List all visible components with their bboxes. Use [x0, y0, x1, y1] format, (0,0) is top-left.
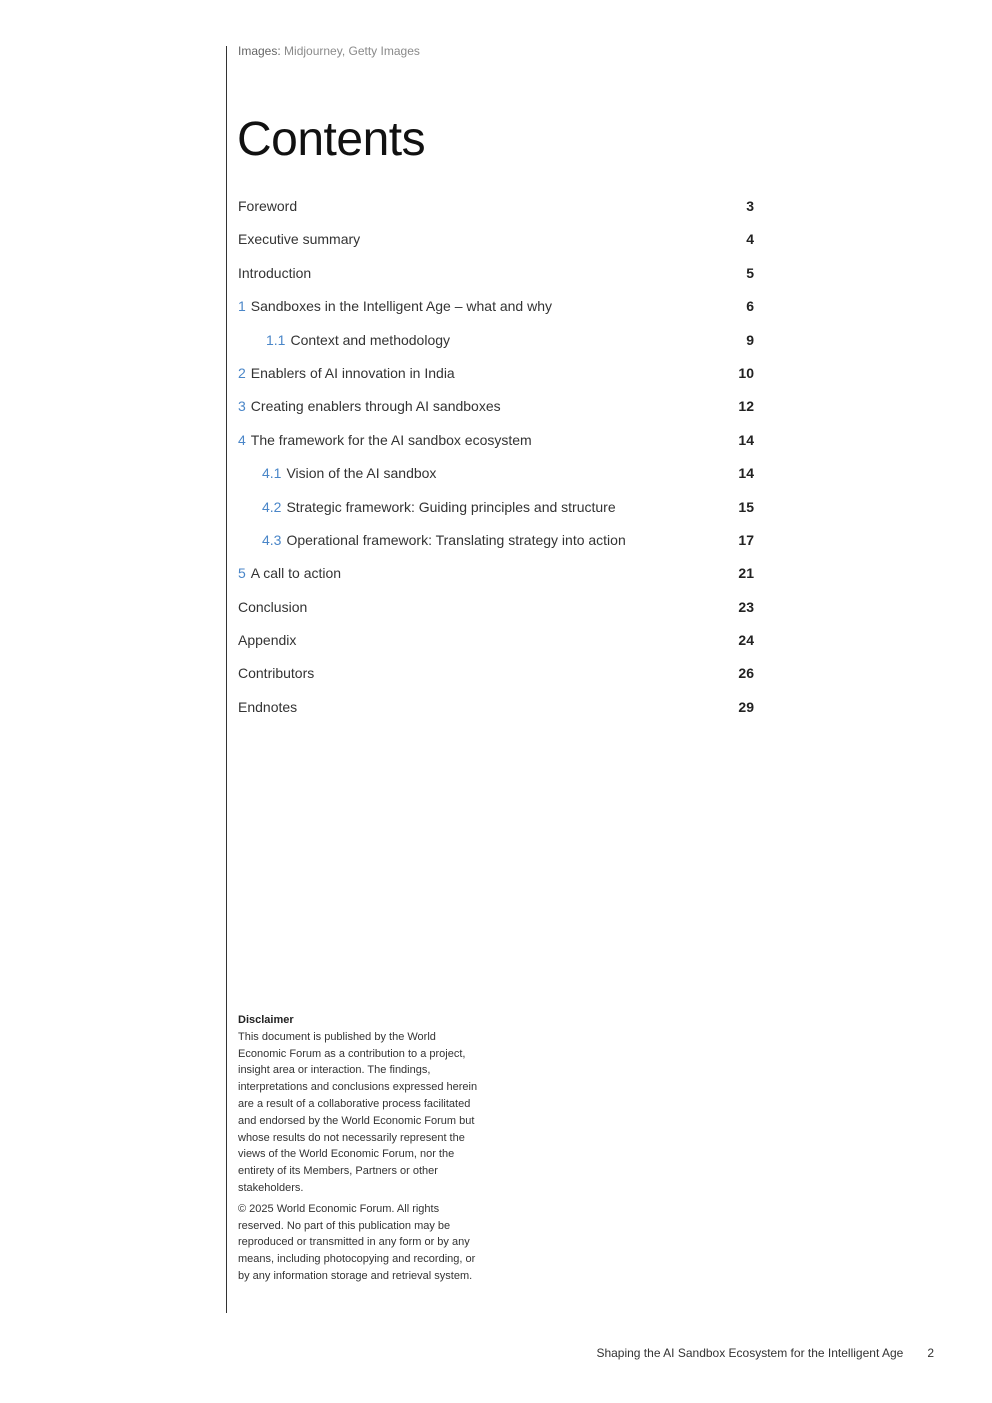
toc-entry-label: Appendix: [238, 632, 297, 649]
toc-entry[interactable]: [238, 363, 754, 396]
toc-subentry[interactable]: [238, 330, 754, 363]
toc-entry-page: 6: [746, 298, 754, 315]
toc-entry-label: Context and methodology: [290, 331, 451, 348]
left-margin-rule: [226, 46, 227, 1313]
toc-entry[interactable]: [238, 396, 754, 429]
toc-subentry[interactable]: [238, 463, 754, 496]
toc-entry-page: 5: [746, 264, 754, 281]
toc-entry-page: 15: [738, 498, 754, 515]
toc-subentry[interactable]: [238, 497, 754, 530]
toc-entry-page: 17: [738, 531, 754, 548]
toc-entry[interactable]: [238, 663, 754, 696]
page-title: Contents: [237, 113, 426, 166]
toc-entry-label: Contributors: [238, 665, 315, 682]
toc-entry[interactable]: [238, 630, 754, 663]
toc-entry[interactable]: [238, 430, 754, 463]
toc-entry[interactable]: [238, 229, 754, 262]
page-footer: [596, 1346, 934, 1360]
toc-entry-page: 26: [738, 665, 754, 682]
toc-entry-label: Strategic framework: Guiding principles and structure: [286, 498, 616, 515]
toc-entry[interactable]: [238, 697, 754, 730]
toc-entry-page: 3: [746, 198, 754, 214]
toc-entry[interactable]: [238, 296, 754, 329]
toc-entry-page: 14: [738, 431, 754, 448]
credits-text: Midjourney, Getty Images: [284, 44, 420, 58]
toc-entry-number: 4.3: [262, 531, 282, 548]
copyright-notice: © 2025 World Economic Forum. All rights reserved. No part of this publication may be reproduced or transmitted in any form or by any means, including photocopying and recording, or by any information storage and retrieval system.: [238, 1202, 476, 1282]
toc-entry-page: 10: [738, 364, 754, 381]
toc-entry-page: 12: [738, 398, 754, 415]
image-credits: [238, 44, 420, 58]
toc-entry-label: Endnotes: [238, 698, 298, 715]
toc-entry[interactable]: [238, 196, 754, 229]
toc-entry-number: 1: [238, 298, 246, 315]
toc-subentry[interactable]: [238, 530, 754, 563]
table-of-contents: [238, 196, 754, 730]
credits-label: Images:: [238, 44, 281, 58]
toc-entry-number: 3: [238, 398, 246, 415]
toc-entry-label: Creating enablers through AI sandboxes: [250, 398, 501, 415]
disclaimer: [238, 1012, 478, 1285]
toc-entry-label: Sandboxes in the Intelligent Age – what and why: [250, 298, 553, 315]
toc-entry-page: 9: [746, 331, 754, 348]
footer-doc-title: Shaping the AI Sandbox Ecosystem for the Intelligent Age: [596, 1346, 904, 1360]
disclaimer-body: This document is published by the World Economic Forum as a contribution to a project, insight area or interaction. The findings, interpretations and conclusions expressed herein are a result of a collaborative process facilitated and endorsed by the World Economic Forum but whose results do not necessarily represent the views of the World Economic Forum, nor the entirety of its Members, Partners or other stakeholders.: [238, 1030, 478, 1194]
toc-entry-label: A call to action: [250, 565, 342, 582]
toc-entry[interactable]: [238, 263, 754, 296]
toc-entry-label: Conclusion: [238, 598, 308, 615]
toc-entry-page: 21: [738, 565, 754, 582]
toc-entry-page: 23: [738, 598, 754, 615]
toc-entry-page: 14: [738, 465, 754, 482]
toc-entry-number: 4.1: [262, 465, 282, 482]
toc-entry-number: 4.2: [262, 498, 282, 515]
toc-entry-label: Enablers of AI innovation in India: [250, 364, 455, 381]
toc-entry-label: Operational framework: Translating strategy into action: [286, 531, 626, 548]
toc-entry-page: 29: [738, 698, 754, 715]
toc-entry-page: 4: [746, 231, 754, 248]
toc-entry-label: Executive summary: [238, 231, 361, 248]
disclaimer-heading: Disclaimer: [238, 1014, 294, 1026]
toc-entry-label: Vision of the AI sandbox: [286, 465, 437, 482]
toc-entry-number: 4: [238, 431, 246, 448]
page-number: 2: [927, 1346, 934, 1360]
toc-entry-label: The framework for the AI sandbox ecosystem: [250, 431, 532, 448]
toc-entry[interactable]: [238, 597, 754, 630]
toc-entry-label: Foreword: [238, 198, 298, 214]
toc-entry-number: 1.1: [266, 331, 286, 348]
toc-entry-page: 24: [738, 632, 754, 649]
toc-entry-number: 5: [238, 565, 246, 582]
toc-entry-label: Introduction: [238, 264, 312, 281]
toc-entry[interactable]: [238, 563, 754, 596]
toc-entry-number: 2: [238, 364, 246, 381]
